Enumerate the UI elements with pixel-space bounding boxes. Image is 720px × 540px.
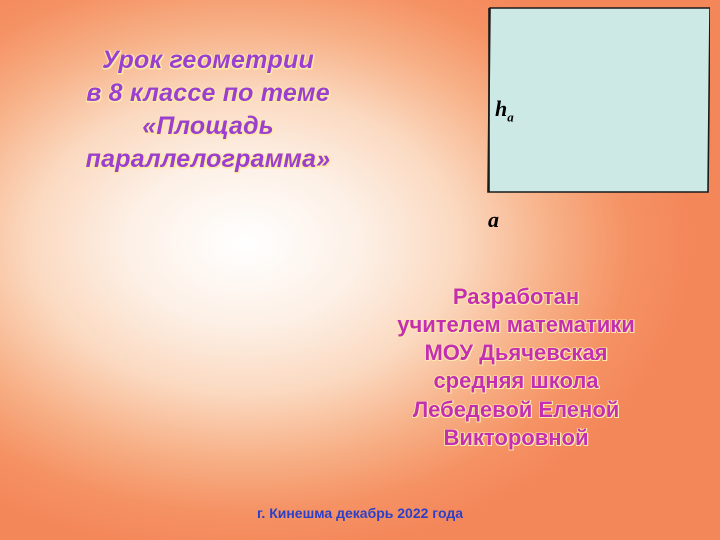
author-line-6: Викторовной — [443, 424, 589, 450]
height-label-text: h — [495, 96, 508, 121]
author-line-1: Разработан — [452, 284, 580, 309]
parallelogram-figure — [380, 0, 710, 250]
title-line-2: в 8 классе по теме — [86, 79, 330, 107]
author-line-4: средняя школа — [433, 368, 599, 394]
parallelogram-shape — [488, 8, 710, 192]
height-label — [495, 96, 514, 125]
title-line-1: Урок геометрии — [102, 46, 314, 74]
author-line-3: МОУ Дьячевская — [424, 340, 608, 366]
base-label: a — [488, 207, 499, 232]
title-line-3: «Площадь — [142, 112, 274, 140]
parallelogram-svg — [380, 0, 710, 250]
author-block — [330, 283, 702, 452]
footer-text: г. Кинешма декабрь 2022 года — [256, 505, 463, 521]
height-label-subscript: a — [507, 109, 514, 125]
author-line-5: Лебедевой Еленой — [412, 396, 620, 422]
page-title — [24, 44, 392, 176]
author-line-2: учителем математики — [397, 312, 635, 338]
title-line-4: параллелограмма» — [85, 145, 331, 173]
